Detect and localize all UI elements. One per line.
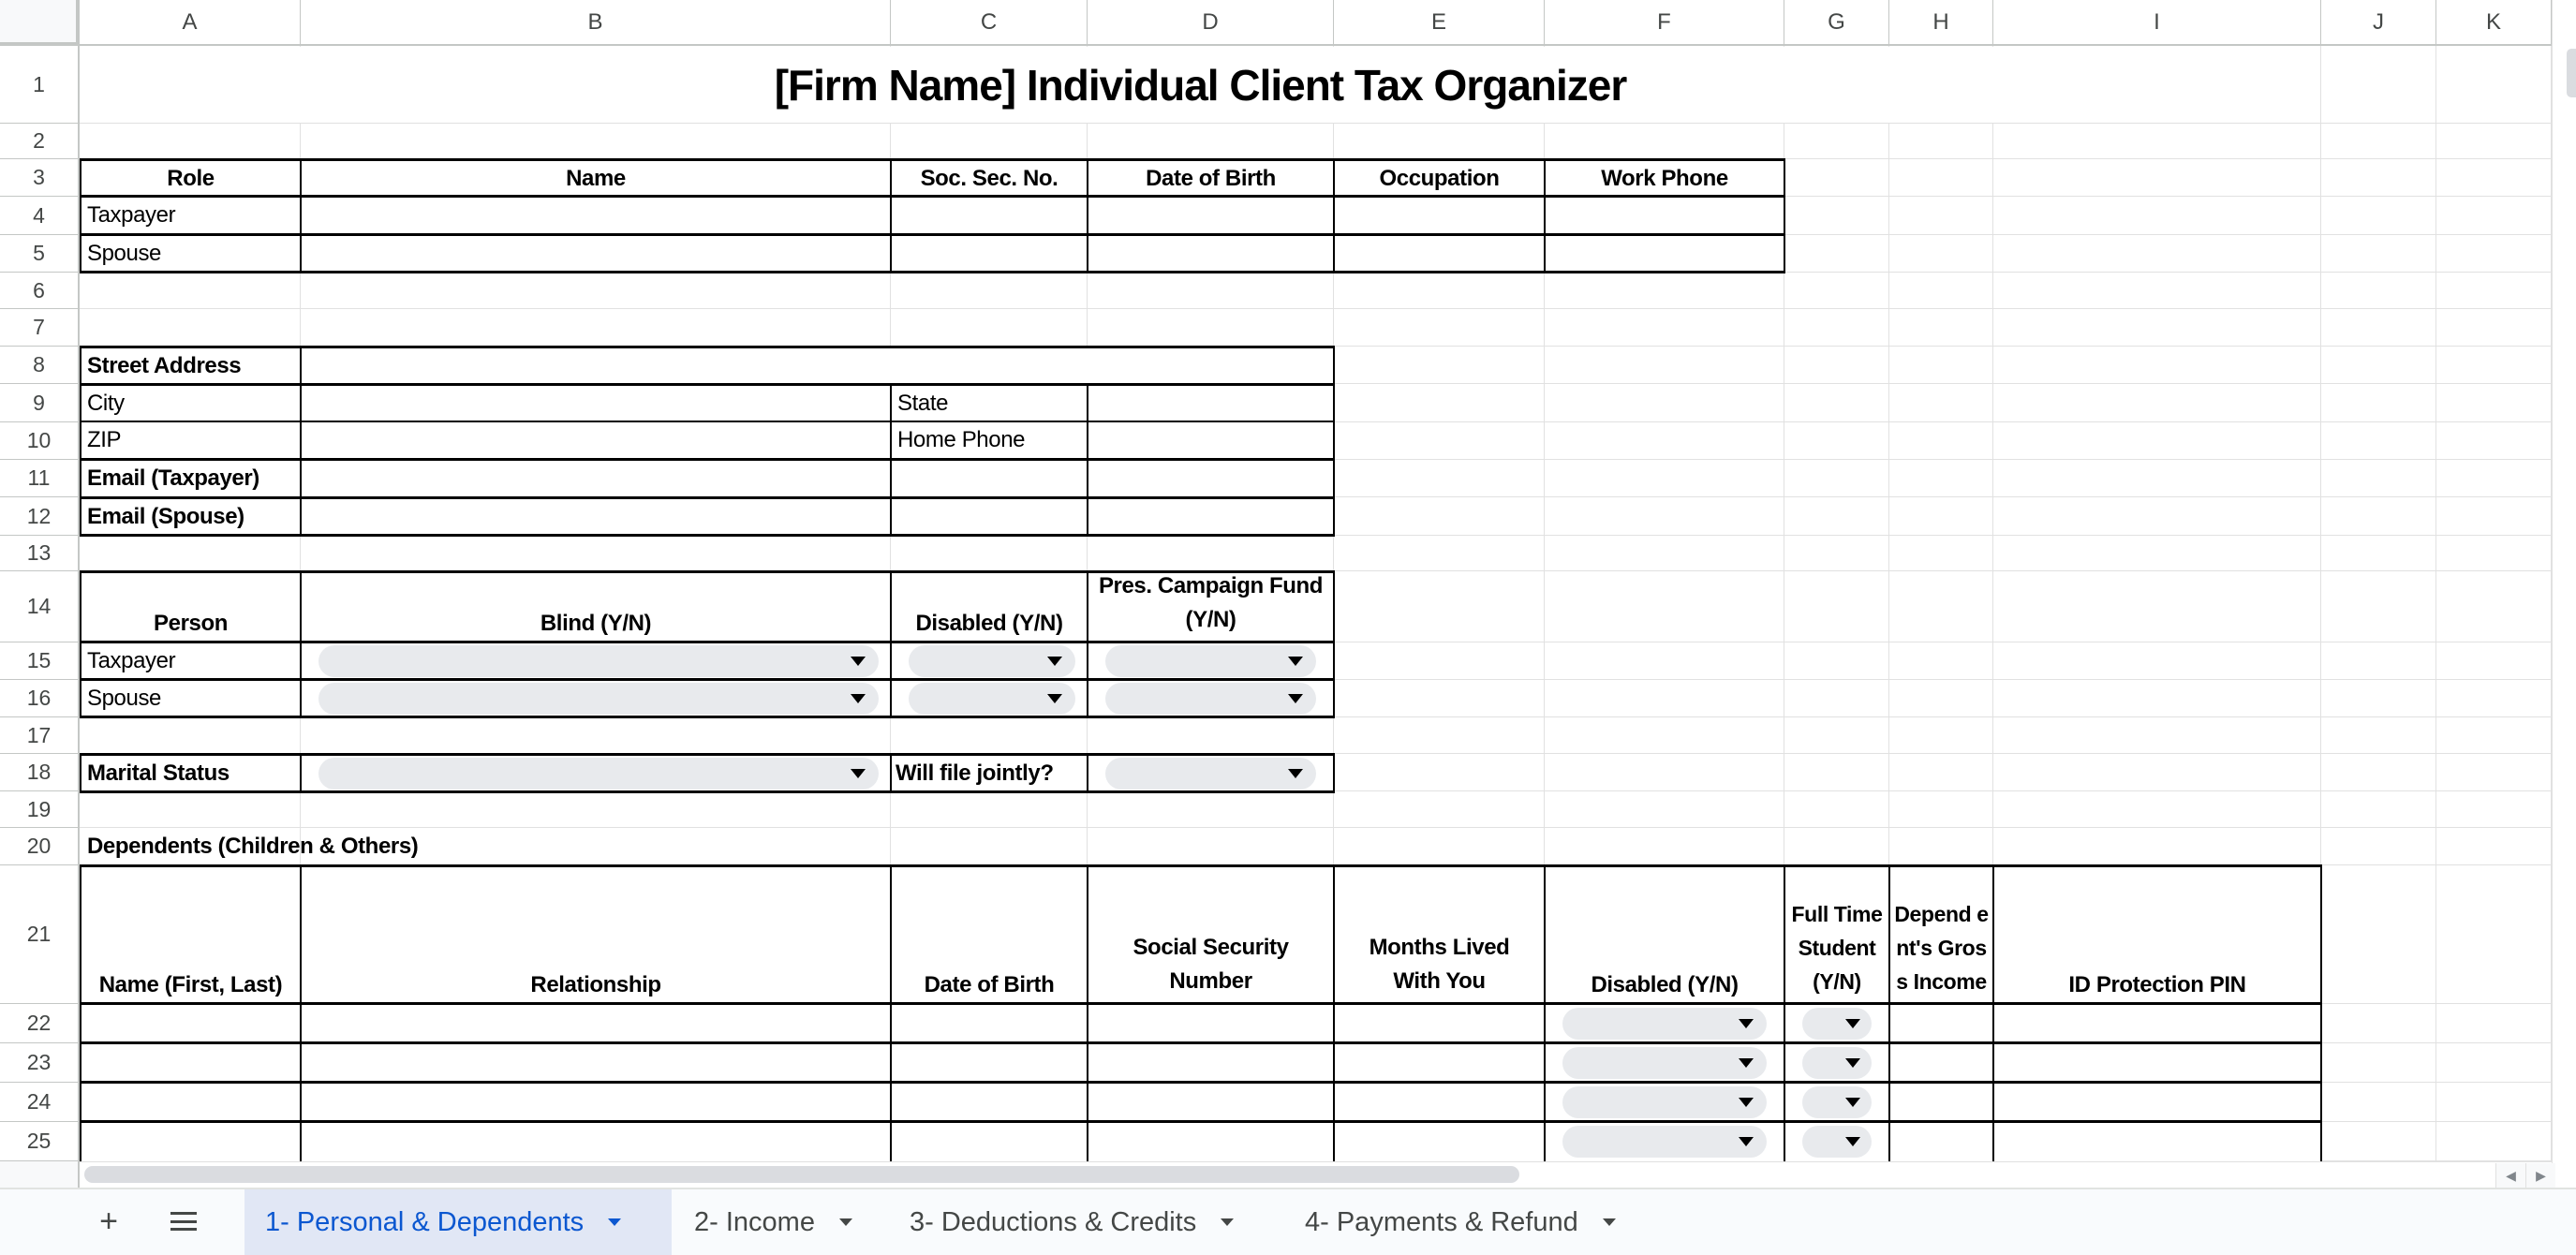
- label-street-address: Street Address: [87, 352, 242, 378]
- row-header-3[interactable]: 3: [0, 159, 80, 197]
- dropdown-dependent-2-student[interactable]: [1785, 1044, 1888, 1081]
- dropdown-dependent-1-disabled[interactable]: [1546, 1005, 1784, 1041]
- header-full-time-student: Full Time Student (Y/N): [1791, 902, 1883, 994]
- all-sheets-button[interactable]: [165, 1188, 202, 1255]
- cell-person-taxpayer: Taxpayer: [87, 647, 176, 673]
- row-header-2[interactable]: 2: [0, 124, 80, 159]
- row-header-1[interactable]: 1: [0, 46, 80, 124]
- add-sheet-button[interactable]: [90, 1188, 127, 1255]
- dropdown-taxpayer-pres-fund[interactable]: [1088, 643, 1333, 678]
- header-dob: Date of Birth: [1146, 165, 1276, 191]
- row-header-17[interactable]: 17: [0, 717, 80, 754]
- header-relationship: Relationship: [530, 972, 661, 997]
- row-header-24[interactable]: 24: [0, 1083, 80, 1122]
- cell-state[interactable]: [1088, 386, 1333, 421]
- chevron-down-icon: [1845, 1098, 1860, 1107]
- chevron-down-icon: [851, 694, 866, 703]
- header-occupation: Occupation: [1379, 165, 1500, 191]
- gridline: [80, 827, 2552, 828]
- header-id-protection-pin: ID Protection PIN: [2068, 972, 2246, 997]
- cell-taxpayer-dob[interactable]: [1088, 198, 1333, 233]
- row-header-19[interactable]: 19: [0, 791, 80, 828]
- chevron-down-icon: [1288, 657, 1303, 666]
- select-all-corner[interactable]: [0, 0, 80, 46]
- column-header-e[interactable]: E: [1334, 0, 1545, 46]
- dependents-section-label: Dependents (Children & Others): [87, 834, 419, 859]
- row-header-4[interactable]: 4: [0, 197, 80, 235]
- row-header-7[interactable]: 7: [0, 309, 80, 347]
- cell-spouse-work-phone[interactable]: [1546, 236, 1784, 271]
- scroll-left-icon: ◀: [2506, 1167, 2516, 1183]
- cell-spouse-dob[interactable]: [1088, 236, 1333, 271]
- dropdown-dependent-1-student[interactable]: [1785, 1005, 1888, 1041]
- label-email-spouse: Email (Spouse): [87, 503, 244, 529]
- header-work-phone: Work Phone: [1601, 165, 1728, 191]
- label-city: City: [87, 390, 125, 416]
- header-ssn: Soc. Sec. No.: [920, 165, 1059, 191]
- chevron-down-icon: [1845, 1137, 1860, 1146]
- column-header-b[interactable]: B: [301, 0, 891, 46]
- column-header-k[interactable]: K: [2436, 0, 2552, 46]
- cell-taxpayer-name[interactable]: [302, 198, 890, 233]
- dropdown-dependent-4-disabled[interactable]: [1546, 1123, 1784, 1159]
- label-home-phone: Home Phone: [897, 427, 1026, 452]
- header-dependent-dob: Date of Birth: [924, 972, 1055, 997]
- tab-deductions-credits[interactable]: [889, 1189, 1254, 1255]
- column-header-g[interactable]: G: [1784, 0, 1889, 46]
- cell-email-spouse[interactable]: [302, 499, 890, 534]
- tab-label: 4- Payments & Refund: [1305, 1206, 1578, 1237]
- table-border: [80, 1041, 2322, 1044]
- scroll-right-button[interactable]: [2525, 1163, 2555, 1188]
- cell-spouse-name[interactable]: [302, 236, 890, 271]
- tab-label: 3- Deductions & Credits: [910, 1206, 1197, 1237]
- column-header-j[interactable]: J: [2321, 0, 2436, 46]
- row-header-6[interactable]: 6: [0, 273, 80, 309]
- row-header-8[interactable]: 8: [0, 347, 80, 384]
- row-header-10[interactable]: 10: [0, 422, 80, 460]
- chevron-down-icon: [608, 1218, 621, 1226]
- dropdown-spouse-blind[interactable]: [302, 681, 890, 716]
- header-role: Role: [167, 165, 215, 191]
- scroll-left-button[interactable]: [2495, 1163, 2525, 1188]
- chevron-down-icon: [1739, 1019, 1754, 1028]
- header-months-lived: Months Lived With You: [1369, 935, 1510, 994]
- row-header-5[interactable]: 5: [0, 235, 80, 273]
- dropdown-taxpayer-blind[interactable]: [302, 643, 890, 678]
- row-header-22[interactable]: 22: [0, 1004, 80, 1043]
- row-header-11[interactable]: 11: [0, 460, 80, 497]
- dropdown-spouse-disabled[interactable]: [892, 681, 1087, 716]
- cell-person-spouse: Spouse: [87, 685, 161, 711]
- row-header-25[interactable]: 25: [0, 1122, 80, 1161]
- column-header-d[interactable]: D: [1088, 0, 1334, 46]
- cell-email-taxpayer[interactable]: [302, 461, 890, 496]
- tab-label: 1- Personal & Dependents: [265, 1206, 585, 1237]
- header-dependent-gross-income: Depend ent's Gross Income: [1894, 902, 1989, 994]
- header-dependent-name: Name (First, Last): [98, 972, 283, 997]
- label-zip: ZIP: [87, 427, 122, 452]
- chevron-down-icon: [1845, 1058, 1860, 1068]
- header-dependent-disabled: Disabled (Y/N): [1591, 972, 1739, 997]
- row-header-18[interactable]: 18: [0, 754, 80, 791]
- chevron-down-icon: [1047, 657, 1062, 666]
- chevron-down-icon: [1221, 1218, 1234, 1226]
- gridline: [80, 308, 2552, 309]
- dropdown-file-jointly[interactable]: [1088, 756, 1333, 790]
- label-marital-status: Marital Status: [87, 760, 229, 786]
- tab-payments-refund[interactable]: [1284, 1189, 1636, 1255]
- menu-icon: [170, 1212, 197, 1231]
- chevron-down-icon: [851, 769, 866, 778]
- chevron-down-icon: [851, 657, 866, 666]
- scrollbar-corner: [0, 1161, 80, 1188]
- chevron-down-icon: [1603, 1218, 1616, 1226]
- header-disabled: Disabled (Y/N): [915, 611, 1063, 636]
- chevron-down-icon: [839, 1218, 852, 1226]
- column-header-f[interactable]: F: [1545, 0, 1784, 46]
- row-header-13[interactable]: 13: [0, 536, 80, 571]
- cell-home-phone[interactable]: [1088, 422, 1333, 458]
- chevron-down-icon: [1288, 769, 1303, 778]
- cell-taxpayer-ssn[interactable]: [892, 198, 1087, 233]
- scroll-right-icon: ▶: [2536, 1167, 2546, 1183]
- chevron-down-icon: [1047, 694, 1062, 703]
- row-header-21[interactable]: 21: [0, 865, 80, 1004]
- row-header-12[interactable]: 12: [0, 497, 80, 536]
- column-header-i[interactable]: I: [1993, 0, 2321, 46]
- dropdown-dependent-2-disabled[interactable]: [1546, 1044, 1784, 1081]
- column-header-h[interactable]: H: [1889, 0, 1993, 46]
- chevron-down-icon: [1739, 1098, 1754, 1107]
- header-pres-campaign-fund: Pres. Campaign Fund (Y/N): [1098, 573, 1324, 632]
- cell-role-taxpayer[interactable]: Taxpayer: [87, 202, 176, 228]
- header-name: Name: [566, 165, 626, 191]
- horizontal-scrollbar-thumb[interactable]: [84, 1166, 1519, 1183]
- cell-taxpayer-work-phone[interactable]: [1546, 198, 1784, 233]
- cell-street-address[interactable]: [302, 348, 1333, 383]
- cell-city[interactable]: [302, 386, 890, 421]
- dropdown-taxpayer-disabled[interactable]: [892, 643, 1087, 678]
- chevron-down-icon: [1739, 1137, 1754, 1146]
- chevron-down-icon: [1288, 694, 1303, 703]
- header-dependent-ssn: Social Security Number: [1133, 935, 1289, 994]
- dropdown-marital-status[interactable]: [302, 756, 890, 790]
- tab-label: 2- Income: [694, 1206, 815, 1237]
- tab-personal-dependents[interactable]: [244, 1189, 672, 1255]
- column-header-c[interactable]: C: [891, 0, 1088, 46]
- row-header-16[interactable]: 16: [0, 680, 80, 717]
- row-header-20[interactable]: 20: [0, 828, 80, 865]
- dropdown-dependent-4-student[interactable]: [1785, 1123, 1888, 1159]
- vertical-scrollbar[interactable]: [2552, 0, 2576, 1188]
- row-header-14[interactable]: 14: [0, 571, 80, 642]
- header-person: Person: [154, 611, 228, 636]
- plus-icon: +: [99, 1203, 118, 1239]
- cell-spouse-ssn[interactable]: [892, 236, 1087, 271]
- label-email-taxpayer: Email (Taxpayer): [87, 465, 259, 491]
- header-blind: Blind (Y/N): [540, 611, 652, 636]
- cell-role-spouse[interactable]: Spouse: [87, 240, 161, 266]
- cell-zip[interactable]: [302, 422, 890, 458]
- column-header-a[interactable]: A: [80, 0, 301, 46]
- label-file-jointly: Will file jointly?: [896, 760, 1054, 786]
- dropdown-dependent-3-disabled[interactable]: [1546, 1084, 1784, 1120]
- sheet-title[interactable]: [Firm Name] Individual Client Tax Organizer: [81, 47, 2320, 123]
- chevron-down-icon: [1845, 1019, 1860, 1028]
- chevron-down-icon: [1739, 1058, 1754, 1068]
- cell-taxpayer-occupation[interactable]: [1335, 198, 1544, 233]
- gridline: [2435, 46, 2436, 1161]
- table-border: [80, 1120, 2322, 1123]
- label-state: State: [897, 390, 949, 416]
- tab-income[interactable]: [674, 1189, 873, 1255]
- gridline: [80, 123, 2552, 124]
- row-header-23[interactable]: 23: [0, 1043, 80, 1083]
- dropdown-spouse-pres-fund[interactable]: [1088, 681, 1333, 716]
- table-border: [80, 1002, 2322, 1005]
- row-header-9[interactable]: 9: [0, 384, 80, 422]
- table-border: [80, 1081, 2322, 1084]
- dropdown-dependent-3-student[interactable]: [1785, 1084, 1888, 1120]
- cell-spouse-occupation[interactable]: [1335, 236, 1544, 271]
- row-header-15[interactable]: 15: [0, 642, 80, 680]
- vertical-scrollbar-thumb[interactable]: [2567, 49, 2576, 97]
